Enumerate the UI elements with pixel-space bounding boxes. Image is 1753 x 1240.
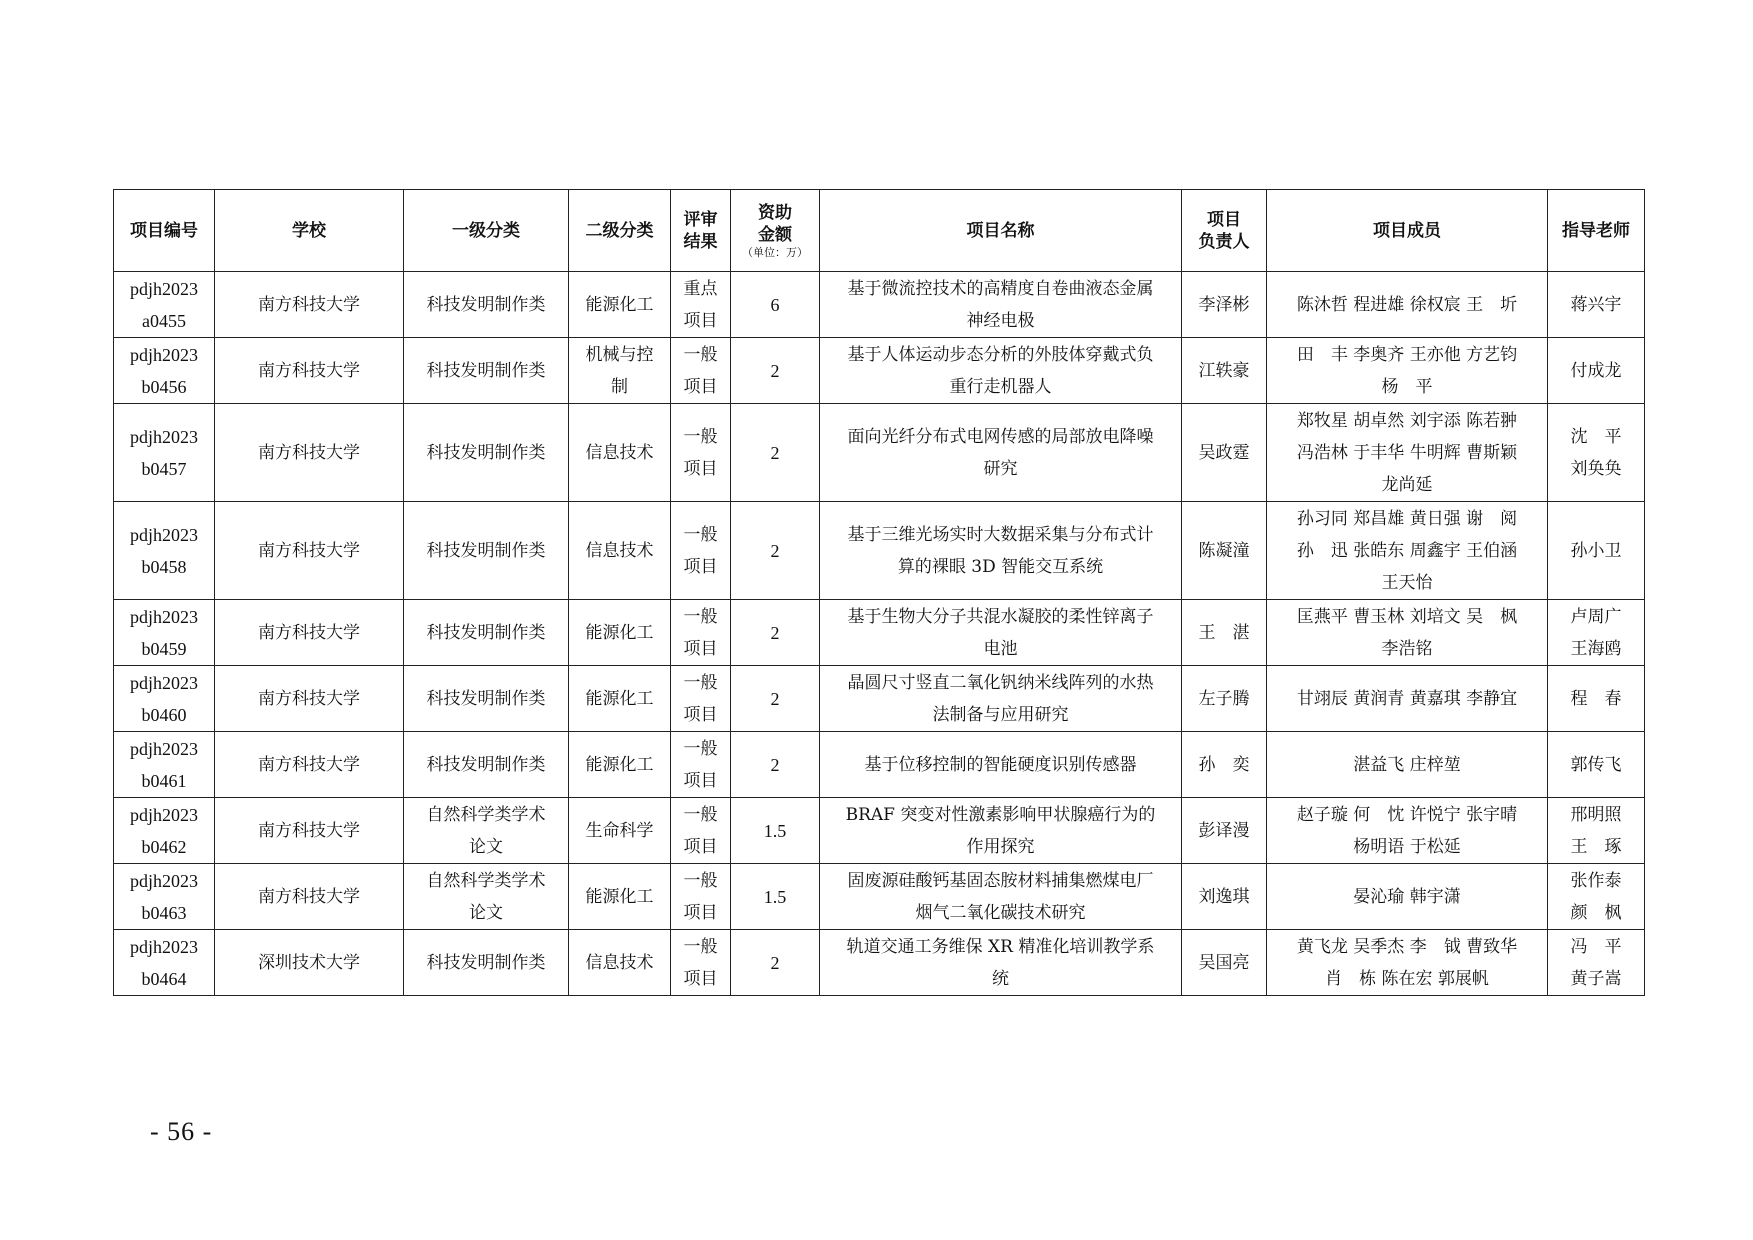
cell-result: 重点 项目 bbox=[671, 272, 731, 338]
cell-cat1: 科技发明制作类 bbox=[404, 732, 569, 798]
cell-leader: 江轶豪 bbox=[1182, 338, 1267, 404]
cell-name: 基于人体运动步态分析的外肢体穿戴式负 重行走机器人 bbox=[820, 338, 1182, 404]
cell-leader: 彭译漫 bbox=[1182, 798, 1267, 864]
cell-cat2: 信息技术 bbox=[569, 930, 671, 996]
cell-members: 甘翊辰 黄润青 黄嘉琪 李静宜 bbox=[1267, 666, 1548, 732]
cell-cat1: 自然科学类学术 论文 bbox=[404, 798, 569, 864]
cell-cat1: 科技发明制作类 bbox=[404, 502, 569, 600]
header-cat1: 一级分类 bbox=[404, 190, 569, 272]
cell-advisor: 冯 平 黄子嵩 bbox=[1548, 930, 1645, 996]
cell-school: 南方科技大学 bbox=[215, 404, 404, 502]
cell-members: 赵子璇 何 忱 许悦宁 张宇晴 杨明语 于松延 bbox=[1267, 798, 1548, 864]
header-school: 学校 bbox=[215, 190, 404, 272]
cell-leader: 吴政霆 bbox=[1182, 404, 1267, 502]
cell-cat2: 信息技术 bbox=[569, 502, 671, 600]
cell-result: 一般 项目 bbox=[671, 864, 731, 930]
header-members: 项目成员 bbox=[1267, 190, 1548, 272]
table-row bbox=[114, 404, 1645, 502]
cell-members: 湛益飞 庄梓堃 bbox=[1267, 732, 1548, 798]
cell-name: 固废源硅酸钙基固态胺材料捕集燃煤电厂 烟气二氧化碳技术研究 bbox=[820, 864, 1182, 930]
cell-leader: 孙 奕 bbox=[1182, 732, 1267, 798]
cell-code: pdjh2023 b0458 bbox=[114, 502, 215, 600]
cell-result: 一般 项目 bbox=[671, 404, 731, 502]
cell-school: 深圳技术大学 bbox=[215, 930, 404, 996]
cell-school: 南方科技大学 bbox=[215, 502, 404, 600]
header-advisor: 指导老师 bbox=[1548, 190, 1645, 272]
cell-cat2: 信息技术 bbox=[569, 404, 671, 502]
cell-advisor: 张作泰 颜 枫 bbox=[1548, 864, 1645, 930]
cell-members: 晏沁瑜 韩宇潇 bbox=[1267, 864, 1548, 930]
cell-name: BRAF 突变对性激素影响甲状腺癌行为的 作用探究 bbox=[820, 798, 1182, 864]
cell-name: 面向光纤分布式电网传感的局部放电降噪 研究 bbox=[820, 404, 1182, 502]
table-row bbox=[114, 666, 1645, 732]
table-row bbox=[114, 272, 1645, 338]
cell-result: 一般 项目 bbox=[671, 930, 731, 996]
cell-advisor: 付成龙 bbox=[1548, 338, 1645, 404]
cell-result: 一般 项目 bbox=[671, 502, 731, 600]
cell-cat2: 能源化工 bbox=[569, 600, 671, 666]
project-table bbox=[113, 189, 1645, 996]
table-header-row bbox=[114, 190, 1645, 272]
cell-result: 一般 项目 bbox=[671, 732, 731, 798]
cell-code: pdjh2023 a0455 bbox=[114, 272, 215, 338]
cell-cat2: 机械与控 制 bbox=[569, 338, 671, 404]
cell-result: 一般 项目 bbox=[671, 798, 731, 864]
cell-members: 匡燕平 曹玉林 刘培文 吴 枫 李浩铭 bbox=[1267, 600, 1548, 666]
cell-amount: 6 bbox=[731, 272, 820, 338]
table-row bbox=[114, 930, 1645, 996]
table-row bbox=[114, 732, 1645, 798]
header-amount-label: 资助 金额 bbox=[758, 202, 792, 245]
cell-code: pdjh2023 b0463 bbox=[114, 864, 215, 930]
cell-leader: 陈凝潼 bbox=[1182, 502, 1267, 600]
cell-school: 南方科技大学 bbox=[215, 338, 404, 404]
cell-members: 陈沐哲 程进雄 徐权宸 王 圻 bbox=[1267, 272, 1548, 338]
cell-leader: 左子腾 bbox=[1182, 666, 1267, 732]
cell-result: 一般 项目 bbox=[671, 600, 731, 666]
cell-cat1: 科技发明制作类 bbox=[404, 666, 569, 732]
cell-advisor: 邢明照 王 琢 bbox=[1548, 798, 1645, 864]
cell-cat2: 能源化工 bbox=[569, 272, 671, 338]
cell-cat1: 自然科学类学术 论文 bbox=[404, 864, 569, 930]
cell-amount: 1.5 bbox=[731, 864, 820, 930]
cell-cat1: 科技发明制作类 bbox=[404, 272, 569, 338]
cell-amount: 2 bbox=[731, 930, 820, 996]
table-row bbox=[114, 502, 1645, 600]
cell-code: pdjh2023 b0459 bbox=[114, 600, 215, 666]
cell-cat2: 能源化工 bbox=[569, 864, 671, 930]
cell-advisor: 郭传飞 bbox=[1548, 732, 1645, 798]
cell-amount: 2 bbox=[731, 502, 820, 600]
cell-members: 郑牧星 胡卓然 刘宇添 陈若翀 冯浩林 于丰华 牛明辉 曹斯颖 龙尚延 bbox=[1267, 404, 1548, 502]
cell-name: 基于微流控技术的高精度自卷曲液态金属 神经电极 bbox=[820, 272, 1182, 338]
cell-amount: 2 bbox=[731, 732, 820, 798]
cell-members: 黄飞龙 吴季杰 李 钺 曹致华 肖 栋 陈在宏 郭展帆 bbox=[1267, 930, 1548, 996]
cell-leader: 王 湛 bbox=[1182, 600, 1267, 666]
cell-school: 南方科技大学 bbox=[215, 732, 404, 798]
cell-leader: 吴国亮 bbox=[1182, 930, 1267, 996]
header-code: 项目编号 bbox=[114, 190, 215, 272]
cell-leader: 李泽彬 bbox=[1182, 272, 1267, 338]
cell-code: pdjh2023 b0457 bbox=[114, 404, 215, 502]
cell-cat2: 能源化工 bbox=[569, 666, 671, 732]
cell-code: pdjh2023 b0461 bbox=[114, 732, 215, 798]
table-body bbox=[114, 272, 1645, 996]
cell-amount: 2 bbox=[731, 404, 820, 502]
cell-cat1: 科技发明制作类 bbox=[404, 930, 569, 996]
cell-code: pdjh2023 b0464 bbox=[114, 930, 215, 996]
cell-advisor: 蒋兴宇 bbox=[1548, 272, 1645, 338]
cell-amount: 2 bbox=[731, 338, 820, 404]
cell-school: 南方科技大学 bbox=[215, 272, 404, 338]
cell-school: 南方科技大学 bbox=[215, 666, 404, 732]
header-name: 项目名称 bbox=[820, 190, 1182, 272]
cell-name: 基于位移控制的智能硬度识别传感器 bbox=[820, 732, 1182, 798]
cell-members: 田 丰 李奥齐 王亦他 方艺钧 杨 平 bbox=[1267, 338, 1548, 404]
header-leader: 项目 负责人 bbox=[1182, 190, 1267, 272]
cell-advisor: 孙小卫 bbox=[1548, 502, 1645, 600]
cell-name: 基于三维光场实时大数据采集与分布式计 算的裸眼 3D 智能交互系统 bbox=[820, 502, 1182, 600]
header-result: 评审 结果 bbox=[671, 190, 731, 272]
cell-cat1: 科技发明制作类 bbox=[404, 338, 569, 404]
cell-cat2: 能源化工 bbox=[569, 732, 671, 798]
cell-code: pdjh2023 b0462 bbox=[114, 798, 215, 864]
page-number: - 56 - bbox=[150, 1117, 213, 1146]
cell-amount: 2 bbox=[731, 666, 820, 732]
cell-cat1: 科技发明制作类 bbox=[404, 404, 569, 502]
cell-advisor: 沈 平 刘奂奂 bbox=[1548, 404, 1645, 502]
cell-result: 一般 项目 bbox=[671, 338, 731, 404]
header-amount-unit: （单位：万） bbox=[742, 245, 808, 259]
table-row bbox=[114, 338, 1645, 404]
cell-advisor: 卢周广 王海鸥 bbox=[1548, 600, 1645, 666]
header-cat2: 二级分类 bbox=[569, 190, 671, 272]
cell-amount: 1.5 bbox=[731, 798, 820, 864]
cell-school: 南方科技大学 bbox=[215, 798, 404, 864]
cell-cat1: 科技发明制作类 bbox=[404, 600, 569, 666]
cell-name: 基于生物大分子共混水凝胶的柔性锌离子 电池 bbox=[820, 600, 1182, 666]
cell-school: 南方科技大学 bbox=[215, 600, 404, 666]
cell-result: 一般 项目 bbox=[671, 666, 731, 732]
cell-name: 轨道交通工务维保 XR 精准化培训教学系 统 bbox=[820, 930, 1182, 996]
cell-school: 南方科技大学 bbox=[215, 864, 404, 930]
cell-members: 孙习同 郑昌雄 黄日强 谢 阅 孙 迅 张皓东 周鑫宇 王伯涵 王天怡 bbox=[1267, 502, 1548, 600]
cell-name: 晶圆尺寸竖直二氧化钒纳米线阵列的水热 法制备与应用研究 bbox=[820, 666, 1182, 732]
cell-cat2: 生命科学 bbox=[569, 798, 671, 864]
cell-code: pdjh2023 b0456 bbox=[114, 338, 215, 404]
table-row bbox=[114, 864, 1645, 930]
table-row bbox=[114, 798, 1645, 864]
cell-advisor: 程 春 bbox=[1548, 666, 1645, 732]
cell-leader: 刘逸琪 bbox=[1182, 864, 1267, 930]
table-row bbox=[114, 600, 1645, 666]
header-amount bbox=[731, 190, 820, 272]
cell-amount: 2 bbox=[731, 600, 820, 666]
cell-code: pdjh2023 b0460 bbox=[114, 666, 215, 732]
